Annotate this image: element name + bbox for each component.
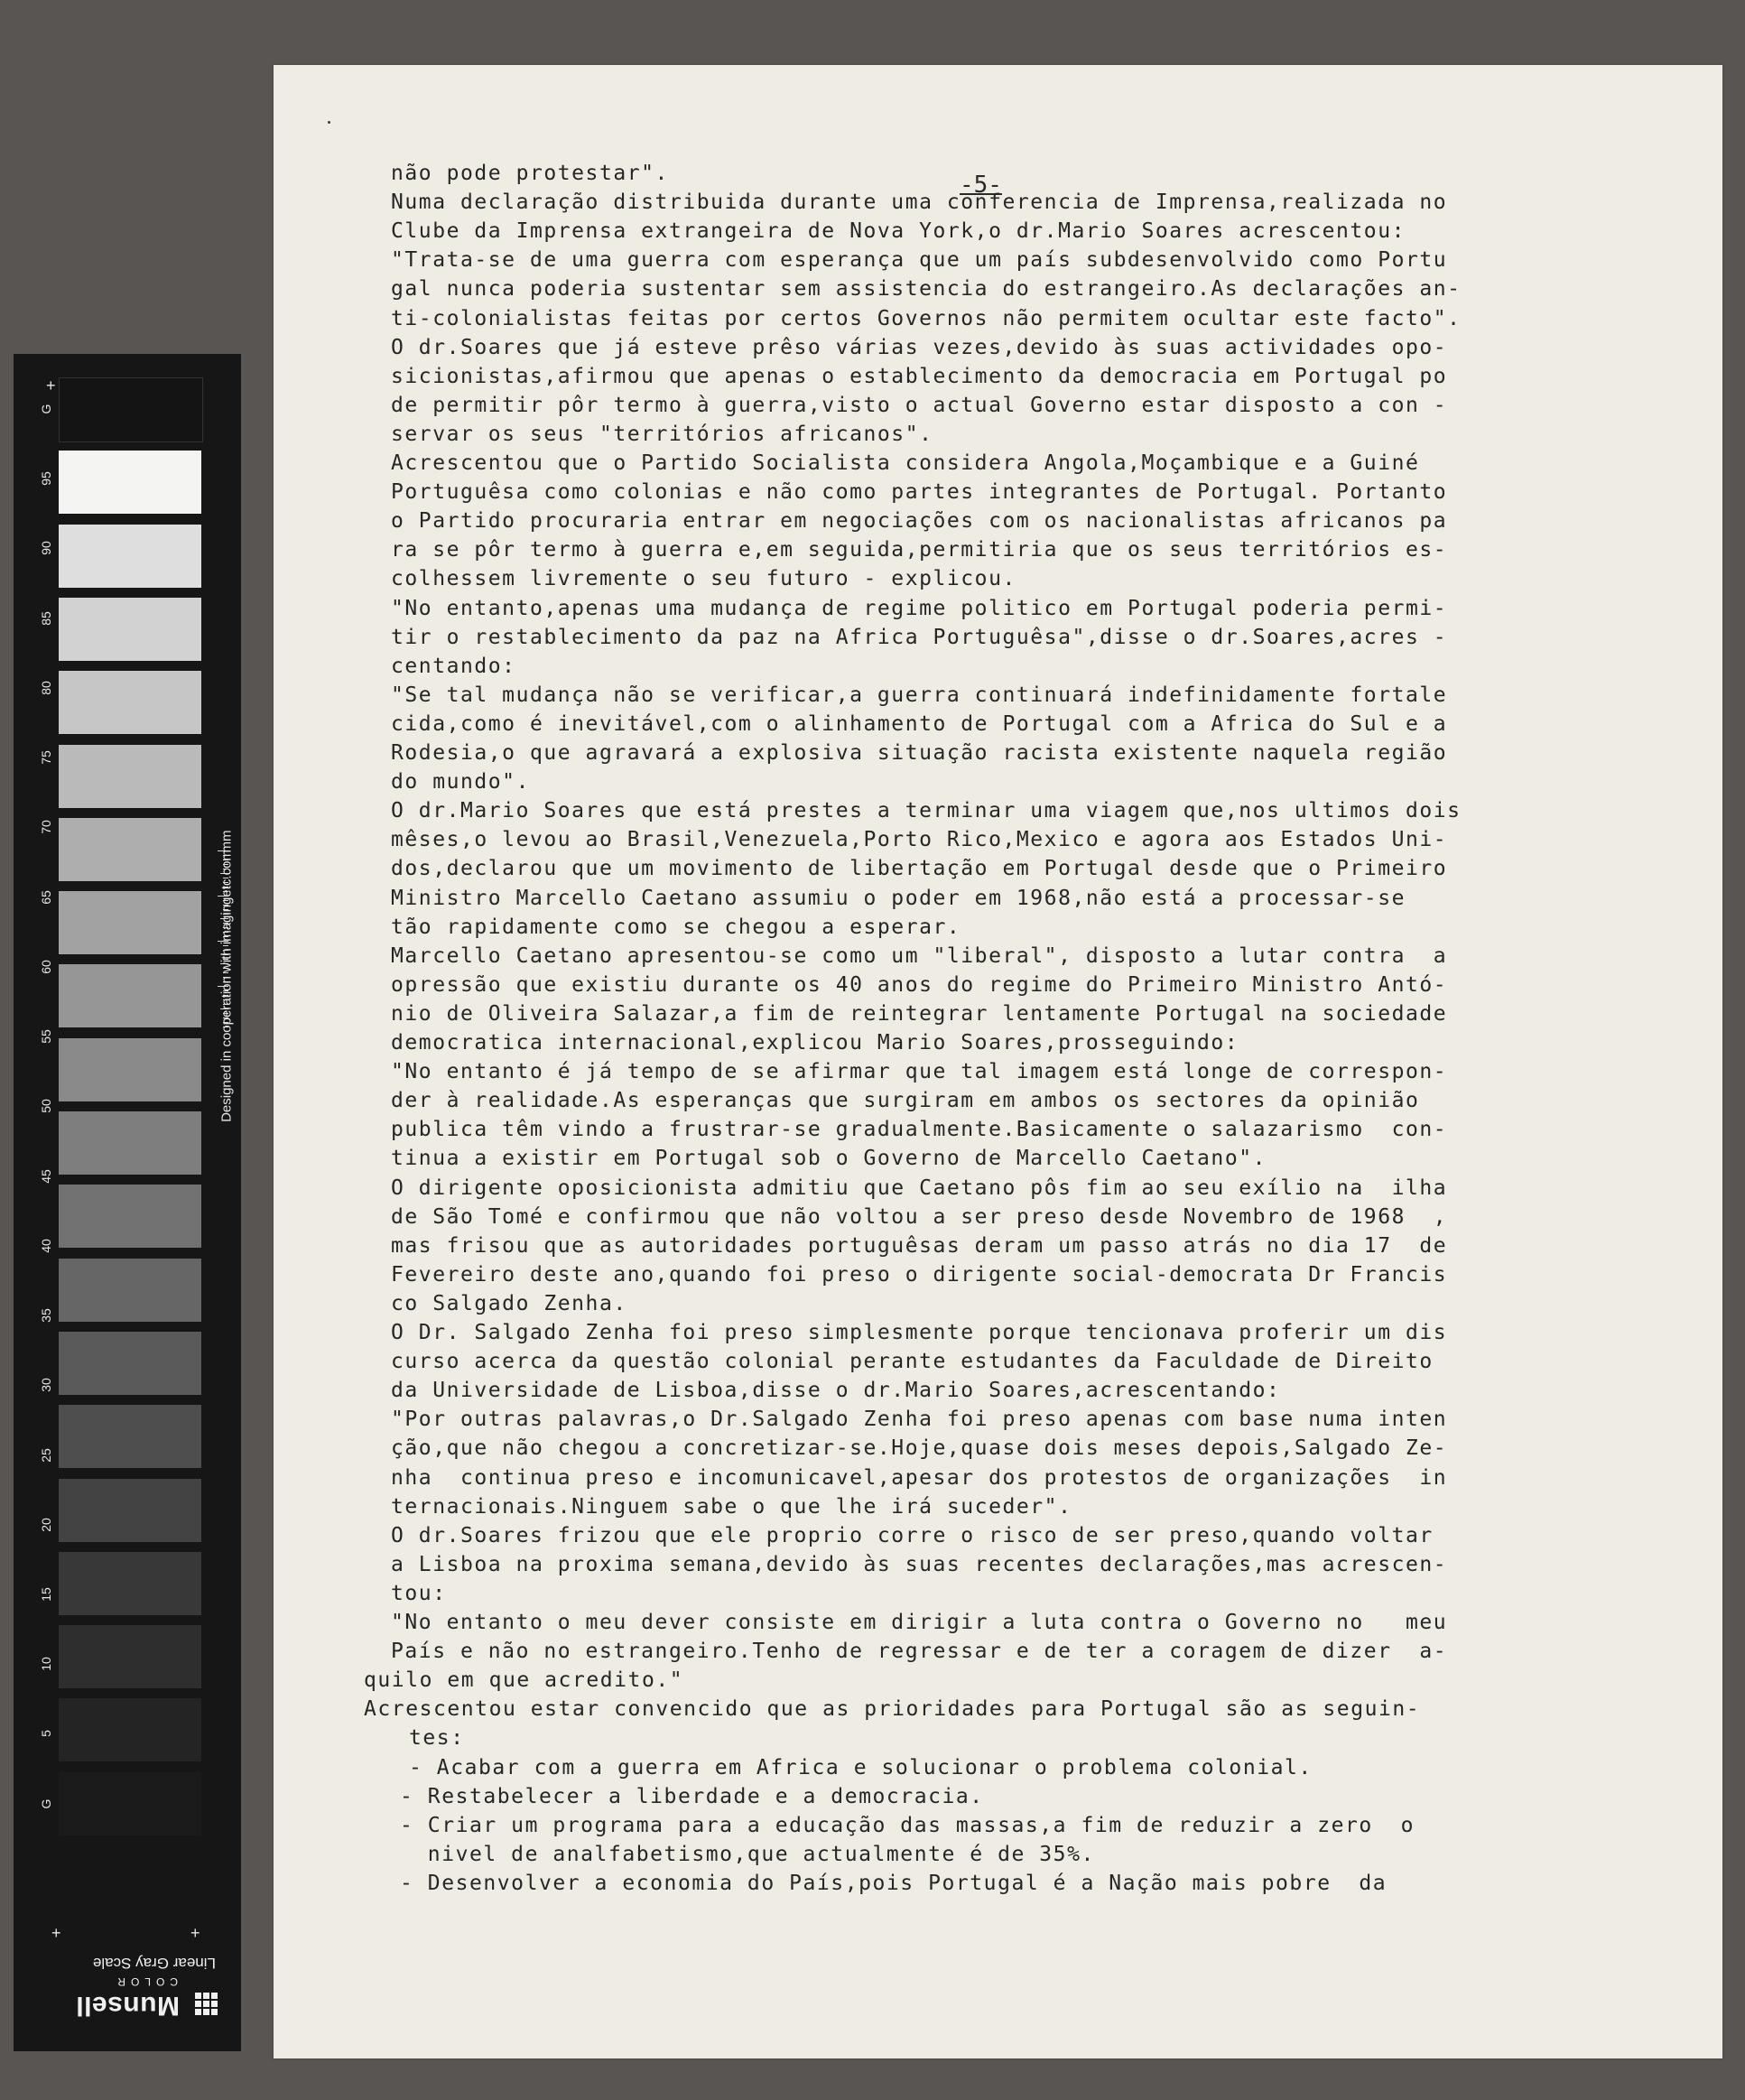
gray-patch (59, 1625, 201, 1688)
gray-patch (59, 1479, 201, 1542)
munsell-logo-icon (187, 1988, 218, 2015)
page-number: -5- (960, 172, 1002, 199)
gray-patch (59, 1332, 201, 1395)
registration-mark: + (190, 1924, 200, 1942)
gray-patch (59, 598, 201, 661)
gray-patch (59, 745, 201, 808)
text-line: Fevereiro deste ano,quando foi preso o dirigente social-democrata Dr Francis (391, 1262, 1448, 1287)
gray-patch (59, 891, 201, 954)
text-line: democratica internacional,explicou Mario Soares,prosseguindo: (391, 1031, 1239, 1055)
gray-patch (59, 1259, 201, 1322)
text-line: Rodesia,o que agravará a explosiva situação racista existente naquela região (391, 741, 1448, 765)
text-line: de São Tomé e confirmou que não voltou a ser preso desde Novembro de 1968 , (391, 1204, 1448, 1229)
text-line: Numa declaração distribuida durante uma conferencia de Imprensa,realizada no (391, 190, 1448, 215)
brand-sub: COLOR (112, 1975, 178, 1988)
text-line: co Salgado Zenha. (391, 1291, 627, 1315)
text-line: gal nunca poderia sustentar sem assistencia do estrangeiro.As declarações an- (391, 277, 1462, 302)
gray-patch (59, 1185, 201, 1248)
text-line: colhessem livremente o seu futuro - explicou. (391, 567, 1016, 591)
text-line: tes: (409, 1726, 465, 1751)
card-credit: Designed in cooperation with imagingetc.com (218, 850, 235, 1122)
text-line: mas frisou que as autoridades portuguêsas deram um passo atrás no dia 17 de (391, 1233, 1448, 1258)
brand-name: Munsell (75, 1991, 180, 2021)
gray-patch (59, 818, 201, 881)
text-line: a Lisboa na proxima semana,devido às suas recentes declarações,mas acrescen- (391, 1552, 1448, 1576)
text-line: "Por outras palavras,o Dr.Salgado Zenha foi preso apenas com base numa inten (391, 1408, 1448, 1432)
mm-label: mm (218, 830, 235, 853)
text-line: - Desenvolver a economia do País,pois Portugal é a Nação mais pobre da (400, 1871, 1388, 1895)
text-line: "No entanto o meu dever consiste em dirigir a luta contra o Governo no meu (391, 1611, 1448, 1634)
text-line: tir o restablecimento da paz na Africa Portuguêsa",disse o dr.Soares,acres - (391, 625, 1448, 649)
text-line: nha continua preso e incomunicavel,apesar dos protestos de organizações in (391, 1465, 1448, 1490)
gray-patch (59, 1772, 201, 1835)
gray-patch (59, 1038, 201, 1101)
gray-patch (59, 1111, 201, 1175)
text-line: mêses,o levou ao Brasil,Venezuela,Porto Rico,Mexico e agora aos Estados Uni- (391, 828, 1448, 852)
gray-patch (59, 1698, 201, 1761)
text-line: Marcello Caetano apresentou-se como um "liberal", disposto a lutar contra a (391, 943, 1448, 968)
text-line: publica têm vindo a frustrar-se gradualmente.Basicamente o salazarismo con- (391, 1118, 1448, 1142)
gray-patch (59, 451, 201, 514)
text-line: der à realidade.As esperanças que surgiram em ambos os sectores da opinião (391, 1089, 1420, 1113)
text-line: do mundo". (391, 770, 530, 794)
text-line: - Acabar com a guerra em Africa e solucionar o problema colonial. (409, 1755, 1313, 1779)
gray-scale-card: + + + G 95 90 85 80 75 70 65 60 55 50 45 40 35 30 25 20 15 10 5 G Designed in cooperation with imagingetc.com mm Munsell COLOR Linear Gray Scale (14, 354, 241, 2051)
text-line: O dr.Soares que já esteve prêso várias vezes,devido às suas actividades opo- (391, 335, 1448, 359)
text-line: ternacionais.Ninguem sabe o que lhe irá suceder". (391, 1494, 1072, 1519)
text-line: nio de Oliveira Salazar,a fim de reintegrar lentamente Portugal na sociedade (391, 1001, 1448, 1026)
text-line: o Partido procuraria entrar em negociações com os nacionalistas africanos pa (391, 509, 1448, 534)
registration-mark: + (51, 1924, 61, 1942)
text-line: Acrescentou que o Partido Socialista considera Angola,Moçambique e a Guiné (391, 451, 1420, 475)
text-line: cida,como é inevitável,com o alinhamento de Portugal com a Africa do Sul e a (391, 711, 1448, 736)
text-line: O dr.Soares frizou que ele proprio corre o risco de ser preso,quando voltar (391, 1523, 1434, 1547)
text-line: ção,que não chegou a concretizar-se.Hoje,quase dois meses depois,Salgado Ze- (391, 1436, 1448, 1461)
text-line: centando: (391, 654, 516, 678)
text-line: Clube da Imprensa extrangeira de Nova York,o dr.Mario Soares acrescentou: (391, 219, 1406, 244)
gray-patch (59, 671, 201, 734)
gray-patch (59, 1405, 201, 1468)
text-line: sicionistas,afirmou que apenas o establecimento da democracia em Portugal po (391, 364, 1448, 388)
text-line: ra se pôr termo à guerra e,em seguida,permitiria que os seus territórios es- (391, 538, 1448, 562)
text-line: O dr.Mario Soares que está prestes a terminar uma viagem que,nos ultimos dois (391, 799, 1462, 823)
text-line: "No entanto é já tempo de se afirmar que tal imagem está longe de correspon- (391, 1060, 1448, 1084)
text-line: Acrescentou estar convencido que as prioridades para Portugal são as seguin- (364, 1697, 1421, 1722)
text-line: Ministro Marcello Caetano assumiu o poder em 1968,não está a processar-se (391, 886, 1406, 910)
gray-patch (59, 525, 201, 588)
text-line: não pode protestar". (391, 162, 669, 185)
text-line: tinua a existir em Portugal sob o Governo de Marcello Caetano". (391, 1147, 1267, 1171)
text-line: O Dr. Salgado Zenha foi preso simplesmente porque tencionava proferir um dis (391, 1321, 1448, 1344)
text-line: dos,declarou que um movimento de libertação em Portugal desde que o Primeiro (391, 857, 1448, 881)
typed-page (274, 65, 1722, 2058)
text-line: - Criar um programa para a educação das massas,a fim de reduzir a zero o (400, 1813, 1415, 1837)
text-line: tou: (391, 1581, 447, 1605)
product-name: Linear Gray Scale (92, 1955, 216, 1972)
text-line: nivel de analfabetismo,que actualmente é de 35%. (400, 1842, 1095, 1866)
text-line: tão rapidamente como se chegou a esperar. (391, 915, 961, 939)
gray-patch (59, 1552, 201, 1615)
text-line: ti-colonialistas feitas por certos Governos não permitem ocultar este facto". (391, 306, 1462, 330)
text-line: de permitir pôr termo à guerra,visto o actual Governo estar disposto a con - (391, 393, 1448, 417)
text-line: quilo em que acredito." (364, 1668, 684, 1693)
text-line: - Restabelecer a liberdade e a democracia. (400, 1784, 984, 1808)
text-line: "Trata-se de uma guerra com esperança que um país subdesenvolvido como Portu (391, 248, 1448, 273)
text-line: servar os seus "territórios africanos". (391, 422, 933, 446)
gray-patch (59, 377, 203, 442)
text-line: opressão que existiu durante os 40 anos do regime do Primeiro Ministro Antó- (391, 972, 1448, 997)
text-line: O dirigente oposicionista admitiu que Caetano pôs fim ao seu exílio na ilha (391, 1175, 1448, 1200)
text-line: da Universidade de Lisboa,disse o dr.Mario Soares,acrescentando: (391, 1379, 1281, 1403)
text-line: "Se tal mudança não se verificar,a guerra continuará indefinidamente fortale (391, 683, 1448, 707)
munsell-brand (57, 1952, 219, 2024)
document-body (274, 65, 1722, 2058)
registration-mark: + (46, 376, 56, 395)
text-line: País e não no estrangeiro.Tenho de regressar e de ter a coragem de dizer a- (391, 1640, 1448, 1664)
text-line: curso acerca da questão colonial perante estudantes da Faculdade de Direito (391, 1350, 1434, 1374)
text-line: Portuguêsa como colonias e não como partes integrantes de Portugal. Portanto (391, 480, 1448, 505)
text-line: "No entanto,apenas uma mudança de regime politico em Portugal poderia permi- (391, 596, 1448, 620)
gray-patch (59, 964, 201, 1027)
